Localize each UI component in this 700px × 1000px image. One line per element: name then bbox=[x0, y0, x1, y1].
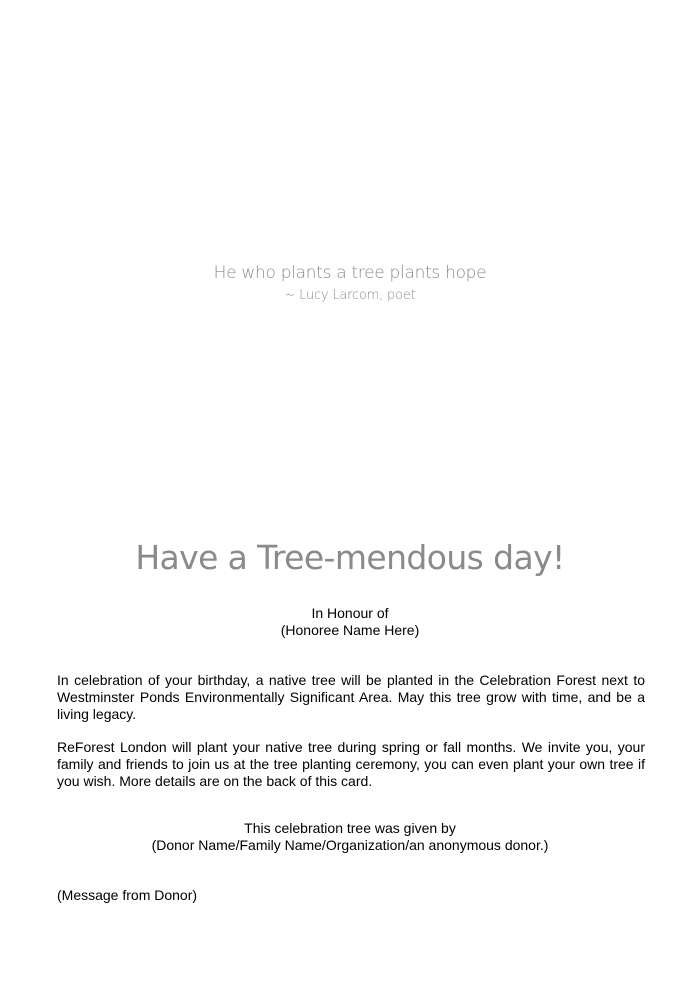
donor-block bbox=[0, 820, 700, 854]
honoree-name: (Honoree Name Here) bbox=[280, 622, 420, 638]
donor-name: (Donor Name/Family Name/Organization/an anonymous donor.) bbox=[151, 837, 549, 853]
honour-block bbox=[0, 605, 700, 639]
donor-label: This celebration tree was given by bbox=[244, 820, 456, 836]
celebration-paragraph: In celebration of your birthday, a native tree will be planted in the Celebration Forest next to Westminster Ponds Environmentally Significant Area. May this tree grow with time, and be a living legacy. bbox=[57, 672, 645, 722]
planting-paragraph: ReForest London will plant your native tree during spring or fall months. We invite you, your family and friends to join us at the tree planting ceremony, you can even plant your own tree if you wish. More details are on the back of this card. bbox=[57, 739, 645, 789]
quote-author: ~ Lucy Larcom, poet bbox=[284, 288, 416, 303]
quote-text: He who plants a tree plants hope bbox=[213, 263, 487, 283]
donor-message: (Message from Donor) bbox=[57, 887, 198, 903]
quote-block bbox=[0, 262, 700, 306]
card-headline: Have a Tree-mendous day! bbox=[135, 538, 565, 577]
honour-label: In Honour of bbox=[311, 605, 389, 621]
